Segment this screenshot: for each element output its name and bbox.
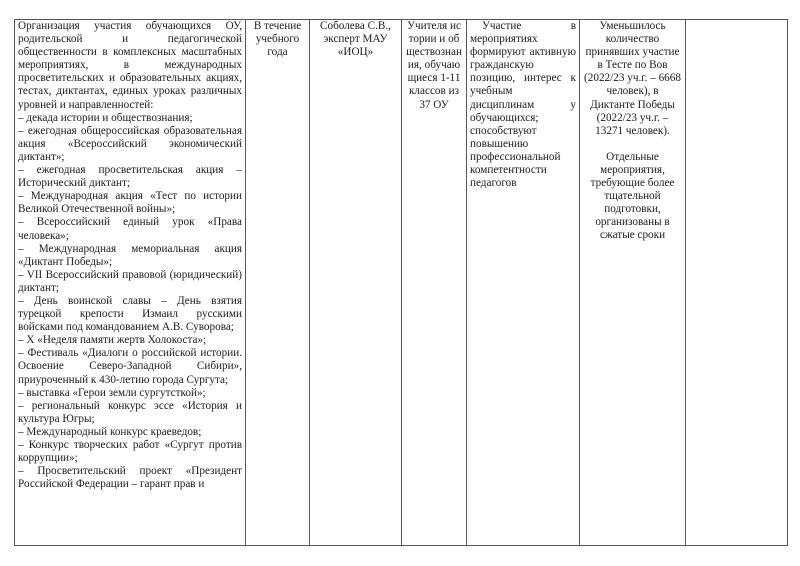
participants-text: Учителя истории и обществознания, обучающиеся 1-11 классов из 37 ОУ: [406, 20, 462, 111]
table-row: [15, 20, 788, 546]
activity-item: – Международная акция «Тест по истории Великой Отечественной войны»;: [18, 190, 242, 216]
period-text: В течение учебного года: [253, 20, 302, 59]
activity-item: – ежегодная просветительская акция – Исторический диктант;: [18, 164, 242, 190]
activity-item: – региональный конкурс эссе «История и культура Югры;: [18, 399, 242, 425]
activity-item: – Всероссийский единый урок «Права человека»;: [18, 216, 242, 242]
activity-item: – Конкурс творческих работ «Сургут против коррупции»;: [18, 439, 242, 465]
period-cell: [246, 20, 310, 546]
activity-item: – декада истории и обществознания;: [18, 111, 193, 124]
problems-text-2: Отдельные мероприятия, требующие более тщательной подготовки, организованы в сжатые сроки: [590, 150, 675, 242]
activity-item: – Международная мемориальная акция «Диктант Победы»;: [18, 242, 242, 268]
notes-cell: [686, 20, 788, 546]
activity-item: – Фестиваль «Диалоги о российской истории. Освоение Северо-Западной Сибири», приуроченный к 430-летию города Сургута;: [18, 347, 242, 386]
result-cell: [467, 20, 580, 546]
activity-item: – Международный конкурс краеведов;: [18, 425, 202, 438]
result-text: Участие в мероприятиях формируют активную гражданскую позицию, интерес к учебным дисциплинам у обучающихся; способствуют повышению профессиональной компетентности педагогов: [470, 20, 576, 190]
activity-intro: Организация участия обучающихся ОУ, родительской и педагогической общественности в комплексных масштабных мероприятиях, в международных просветительских и образовательных акциях, тестах, диктантах, единых уроках различных уровней и направленностей:: [18, 20, 242, 111]
activity-cell: [15, 20, 246, 546]
activity-item: – Просветительский проект «Президент Российской Федерации – гарант прав и: [18, 465, 242, 491]
activity-item: – выставка «Герои земли сургутсткой»;: [18, 386, 206, 399]
activity-item: – VII Всероссийский правовой (юридический) диктант;: [18, 268, 242, 294]
participants-cell: [402, 20, 467, 546]
problems-text-1: Уменьшилось количество принявших участие в Тесте по Вов (2022/23 уч.г. – 6668 человек), в Диктанте Победы (2022/23 уч.г. – 13271 человек).: [584, 20, 681, 137]
plan-table: [14, 19, 788, 546]
responsible-cell: [310, 20, 402, 546]
responsible-text: Соболева С.В., эксперт МАУ «ИОЦ»: [320, 20, 391, 59]
activity-item: – ежегодная общероссийская образовательная акция «Всероссийский экономический диктант»;: [18, 124, 242, 163]
problems-cell: [580, 20, 686, 546]
activity-item: – День воинской славы – День взятия турецкой крепости Измаил русскими войсками под командованием А.В. Суворова;: [18, 294, 242, 334]
activity-item: – X «Неделя памяти жертв Холокоста»;: [18, 334, 207, 347]
